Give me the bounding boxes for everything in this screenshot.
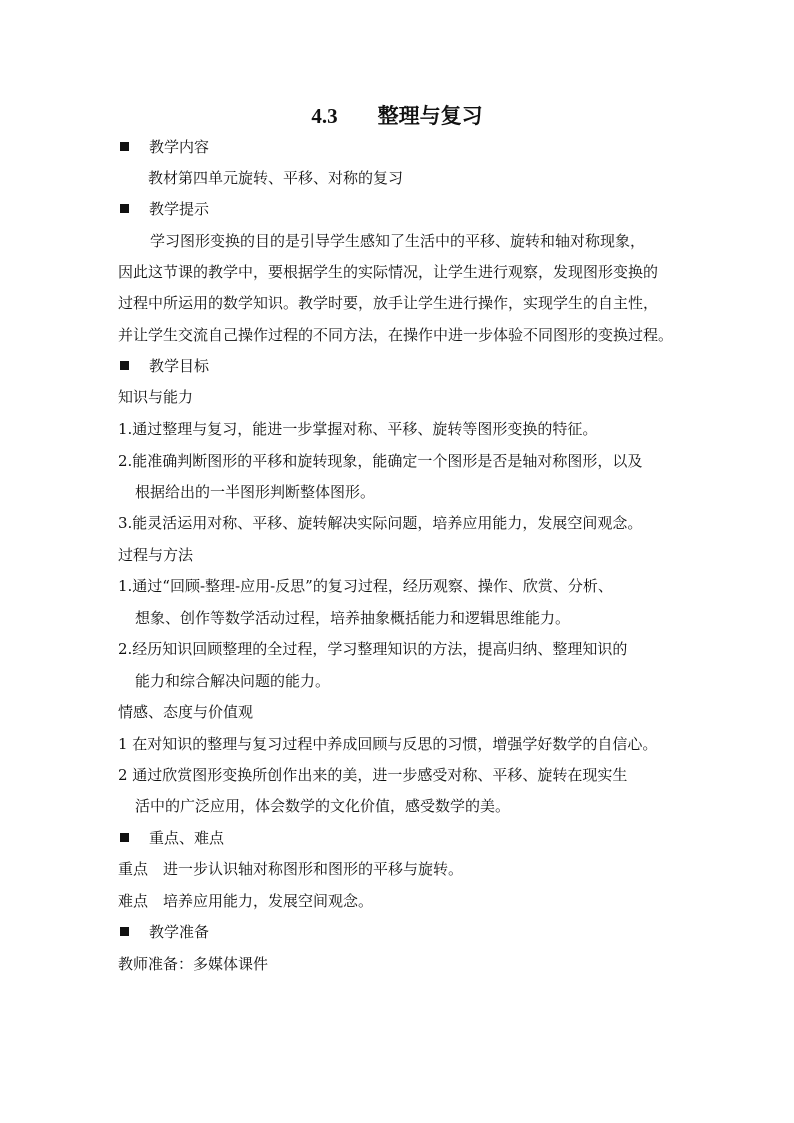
difficulty: 难点 培养应用能力，发展空间观念。 bbox=[118, 892, 374, 910]
knowledge-item-2-cont: 根据给出的一半图形判断整体图形。 bbox=[135, 483, 376, 501]
square-bullet-icon bbox=[120, 833, 129, 842]
process-label: 过程与方法 bbox=[118, 546, 194, 564]
hint-line-4: 并让学生交流自己操作过程的不同方法，在操作中进一步体验不同图形的变换过程。 bbox=[118, 326, 674, 344]
section-heading-prep bbox=[120, 917, 209, 948]
content-text: 教材第四单元旋转、平移、对称的复习 bbox=[148, 169, 404, 187]
key-point: 重点 进一步认识轴对称图形和图形的平移与旋转。 bbox=[118, 860, 464, 878]
heading-text: 教学内容 bbox=[149, 138, 210, 156]
hint-line-3: 过程中所运用的数学知识。教学时要，放手让学生进行操作，实现学生的自主性， bbox=[118, 294, 659, 312]
heading-text: 教学目标 bbox=[149, 357, 210, 375]
square-bullet-icon bbox=[120, 361, 129, 370]
attitude-item-2: 2 通过欣赏图形变换所创作出来的美，进一步感受对称、平移、旋转在现实生 bbox=[118, 766, 628, 784]
teacher-prep: 教师准备：多媒体课件 bbox=[118, 955, 269, 973]
square-bullet-icon bbox=[120, 927, 129, 936]
process-item-2-cont: 能力和综合解决问题的能力。 bbox=[135, 672, 331, 690]
knowledge-item-1: 1.通过整理与复习，能进一步掌握对称、平移、旋转等图形变换的特征。 bbox=[118, 420, 598, 438]
title-number: 4.3 bbox=[311, 104, 338, 128]
process-item-1-cont: 想象、创作等数学活动过程，培养抽象概括能力和逻辑思维能力。 bbox=[135, 609, 571, 627]
heading-text: 教学准备 bbox=[149, 923, 210, 941]
section-heading-hint bbox=[120, 194, 209, 225]
title-text: 整理与复习 bbox=[377, 103, 483, 128]
square-bullet-icon bbox=[120, 142, 129, 151]
attitude-item-2-cont: 活中的广泛应用，体会数学的文化价值，感受数学的美。 bbox=[135, 797, 511, 815]
knowledge-item-2: 2.能准确判断图形的平移和旋转现象，能确定一个图形是否是轴对称图形，以及 bbox=[118, 452, 643, 470]
square-bullet-icon bbox=[120, 204, 129, 213]
knowledge-label: 知识与能力 bbox=[118, 388, 194, 406]
heading-text: 重点、难点 bbox=[149, 829, 225, 847]
knowledge-item-3: 3.能灵活运用对称、平移、旋转解决实际问题，培养应用能力，发展空间观念。 bbox=[118, 514, 643, 532]
hint-line-2: 因此这节课的教学中，要根据学生的实际情况，让学生进行观察，发现图形变换的 bbox=[118, 263, 659, 281]
attitude-item-1: 1 在对知识的整理与复习过程中养成回顾与反思的习惯，增强学好数学的自信心。 bbox=[118, 735, 658, 753]
section-heading-goals bbox=[120, 351, 209, 382]
section-heading-content bbox=[120, 132, 209, 163]
section-heading-key bbox=[120, 823, 224, 854]
page-title bbox=[0, 99, 794, 133]
process-item-1: 1.通过“回顾-整理-应用-反思”的复习过程，经历观察、操作、欣赏、分析、 bbox=[118, 577, 613, 595]
attitude-label: 情感、态度与价值观 bbox=[118, 703, 254, 721]
process-item-2: 2.经历知识回顾整理的全过程，学习整理知识的方法，提高归纳、整理知识的 bbox=[118, 640, 628, 658]
hint-line-1: 学习图形变换的目的是引导学生感知了生活中的平移、旋转和轴对称现象， bbox=[150, 232, 646, 250]
heading-text: 教学提示 bbox=[149, 200, 210, 218]
